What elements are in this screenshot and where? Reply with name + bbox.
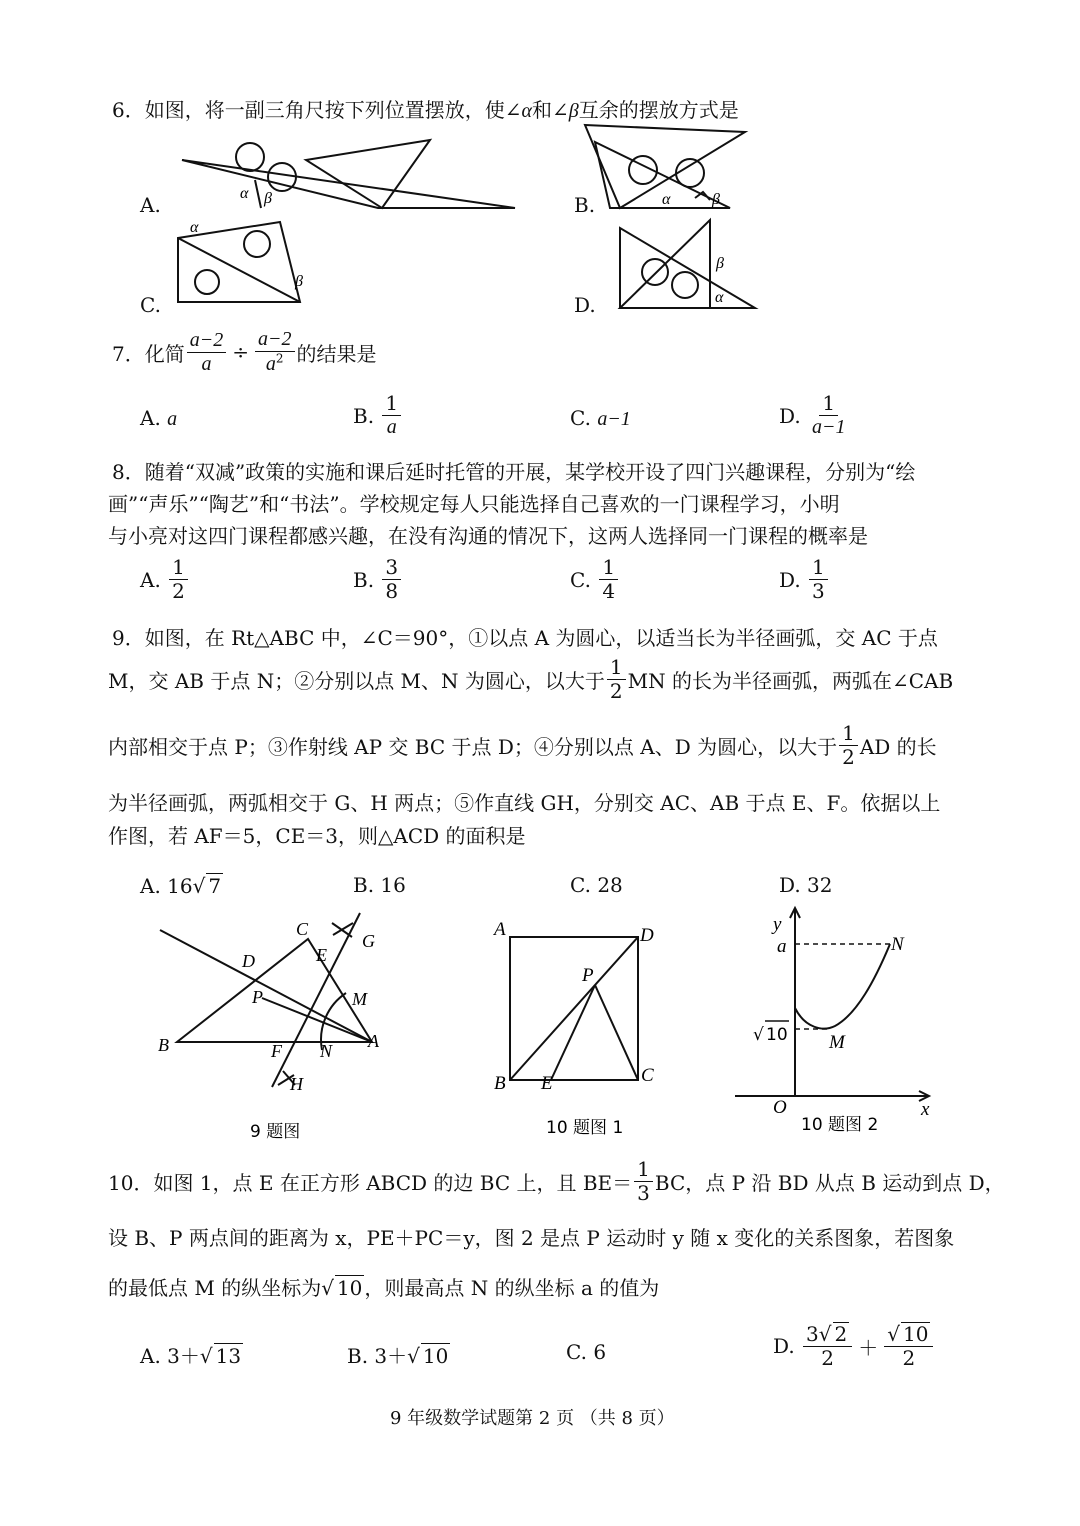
q10-option-c: C. 6 bbox=[566, 1340, 607, 1364]
fig9-label-g: G bbox=[362, 931, 375, 951]
q8-option-a: A. $\frac{1}{2}$ bbox=[140, 556, 190, 603]
page-footer: 9 年级数学试题第 2 页 （共 8 页） bbox=[390, 1408, 675, 1429]
q10-option-b: B. 3＋√ 10 bbox=[347, 1344, 449, 1368]
q8-option-b: B. $\frac{3}{8}$ bbox=[353, 556, 403, 603]
q8-option-c: C. $\frac{1}{4}$ bbox=[570, 556, 620, 603]
q7-option-a: A. a bbox=[140, 406, 178, 430]
q6-a-beta: β bbox=[264, 190, 272, 207]
fig10-2-sqrt-sign: √ bbox=[753, 1025, 764, 1045]
q6-option-a-label: A. bbox=[140, 193, 161, 217]
q6-d-alpha: α bbox=[715, 289, 724, 306]
q9-line4: 为半径画弧，两弧相交于 G、H 两点；⑤作直线 GH，分别交 AC、AB 于点 E、F。依据以上 bbox=[108, 791, 941, 815]
fig10-2-label-x: x bbox=[921, 1099, 930, 1120]
fig10-1 bbox=[488, 915, 678, 1145]
fig10-2 bbox=[735, 900, 955, 1140]
q9-line2: M，交 AB 于点 N；②分别以点 M、N 为圆心，以大于 $\frac{1}{2}$ MN 的长为半径画弧，两弧在∠CAB bbox=[108, 655, 954, 703]
fig10-1-caption: 10 题图 1 bbox=[546, 1118, 624, 1138]
fig10-1-label-e: E bbox=[541, 1073, 553, 1094]
q8-line3: 与小亮对这四门课程都感兴趣，在没有沟通的情况下，这两人选择同一门课程的概率是 bbox=[108, 524, 868, 548]
fig9-label-b: B bbox=[158, 1035, 169, 1055]
q7-stem: 7．化简 $\frac{a-2}{a}$ ÷ $\frac{a-2}{a^2}$ 的结果是 bbox=[112, 328, 377, 375]
q7-option-b: B. $\frac{1}{a}$ bbox=[353, 392, 403, 439]
fig9-label-a: A bbox=[368, 1031, 379, 1051]
q10-line1: 10．如图 1，点 E 在正方形 ABCD 的边 BC 上，且 BE＝ $\frac{1}{3}$ BC，点 P 沿 BD 从点 B 运动到点 D， bbox=[108, 1157, 1005, 1205]
fig10-1-label-a: A bbox=[494, 919, 506, 940]
fig10-2-label-n: N bbox=[891, 934, 904, 955]
fig9-label-d: D bbox=[242, 951, 255, 971]
fig9-label-m: M bbox=[352, 989, 367, 1009]
fig9-label-f: F bbox=[271, 1041, 282, 1061]
fig10-1-label-d: D bbox=[640, 925, 654, 946]
q6-option-c-label: C. bbox=[140, 293, 161, 317]
q6-c-beta: β bbox=[295, 273, 303, 290]
fig9-label-c: C bbox=[296, 919, 309, 939]
fig10-1-label-p: P bbox=[582, 965, 594, 986]
q6-c-alpha: α bbox=[190, 219, 199, 236]
q10-option-d: D. $\frac{3√ 2}{2}$ ＋ $\frac{√ 10}{2}$ bbox=[773, 1322, 935, 1370]
q9-option-c: C. 28 bbox=[570, 873, 623, 897]
q6-figures bbox=[130, 120, 850, 320]
fig9-label-e: E bbox=[316, 945, 327, 965]
fig10-2-label-o: O bbox=[773, 1097, 787, 1118]
fig10-2-label-a: a bbox=[777, 936, 787, 957]
fig10-2-caption: 10 题图 2 bbox=[801, 1115, 879, 1135]
fig10-2-label-y: y bbox=[773, 914, 782, 935]
fig9-label-n: N bbox=[320, 1041, 333, 1061]
fig9-label-p: P bbox=[252, 987, 263, 1007]
fig10-1-label-c: C bbox=[641, 1065, 654, 1086]
q6-d-beta: β bbox=[716, 255, 724, 272]
q6-b-alpha: α bbox=[662, 191, 671, 208]
q6-a-alpha: α bbox=[240, 185, 249, 202]
q7-option-c: C. a−1 bbox=[570, 406, 631, 430]
q6-option-b-label: B. bbox=[574, 193, 596, 217]
q10-line3: 的最低点 M 的纵坐标为√ 10 ，则最高点 N 的纵坐标 a 的值为 bbox=[108, 1276, 660, 1300]
fig10-2-label-m: M bbox=[829, 1032, 845, 1053]
q6-option-d-label: D. bbox=[574, 293, 596, 317]
q9-line3: 内部相交于点 P；③作射线 AP 交 BC 于点 D；④分别以点 A、D 为圆心，以大于 $\frac{1}{2}$ AD 的长 bbox=[108, 721, 937, 769]
q8-line2: 画”“声乐”“陶艺”和“书法”。学校规定每人只能选择自己喜欢的一门课程学习，小明 bbox=[108, 492, 840, 516]
q9-option-a: A. 16√ 7 bbox=[140, 874, 222, 898]
q9-line5: 作图，若 AF＝5，CE＝3，则△ACD 的面积是 bbox=[108, 824, 526, 848]
fig9-label-h: H bbox=[290, 1074, 303, 1094]
q8-line1: 8．随着“双减”政策的实施和课后延时托管的开展，某学校开设了四门兴趣课程，分别为“绘 bbox=[112, 460, 916, 484]
fig10-2-label-sqrt10: 10 bbox=[766, 1025, 788, 1045]
fig10-1-label-b: B bbox=[494, 1073, 506, 1094]
q9-option-d: D. 32 bbox=[779, 873, 833, 897]
q8-option-d: D. $\frac{1}{3}$ bbox=[779, 556, 830, 603]
q9-option-b: B. 16 bbox=[353, 873, 406, 897]
q9-line1: 9．如图，在 Rt△ABC 中，∠C＝90°，①以点 A 为圆心，以适当长为半径画弧，交 AC 于点 bbox=[112, 626, 938, 650]
q6-b-beta: β bbox=[712, 191, 720, 208]
fig9-caption: 9 题图 bbox=[250, 1122, 301, 1142]
q10-option-a: A. 3＋√ 13 bbox=[140, 1344, 242, 1368]
q10-line2: 设 B、P 两点间的距离为 x，PE＋PC＝y，图 2 是点 P 运动时 y 随 x 变化的关系图象，若图象 bbox=[108, 1226, 955, 1250]
q7-option-d: D. $\frac{1}{a-1}$ bbox=[779, 391, 846, 438]
q6-stem: 6．如图，将一副三角尺按下列位置摆放，使∠α和∠β互余的摆放方式是 bbox=[112, 98, 739, 122]
fig9 bbox=[150, 905, 400, 1145]
